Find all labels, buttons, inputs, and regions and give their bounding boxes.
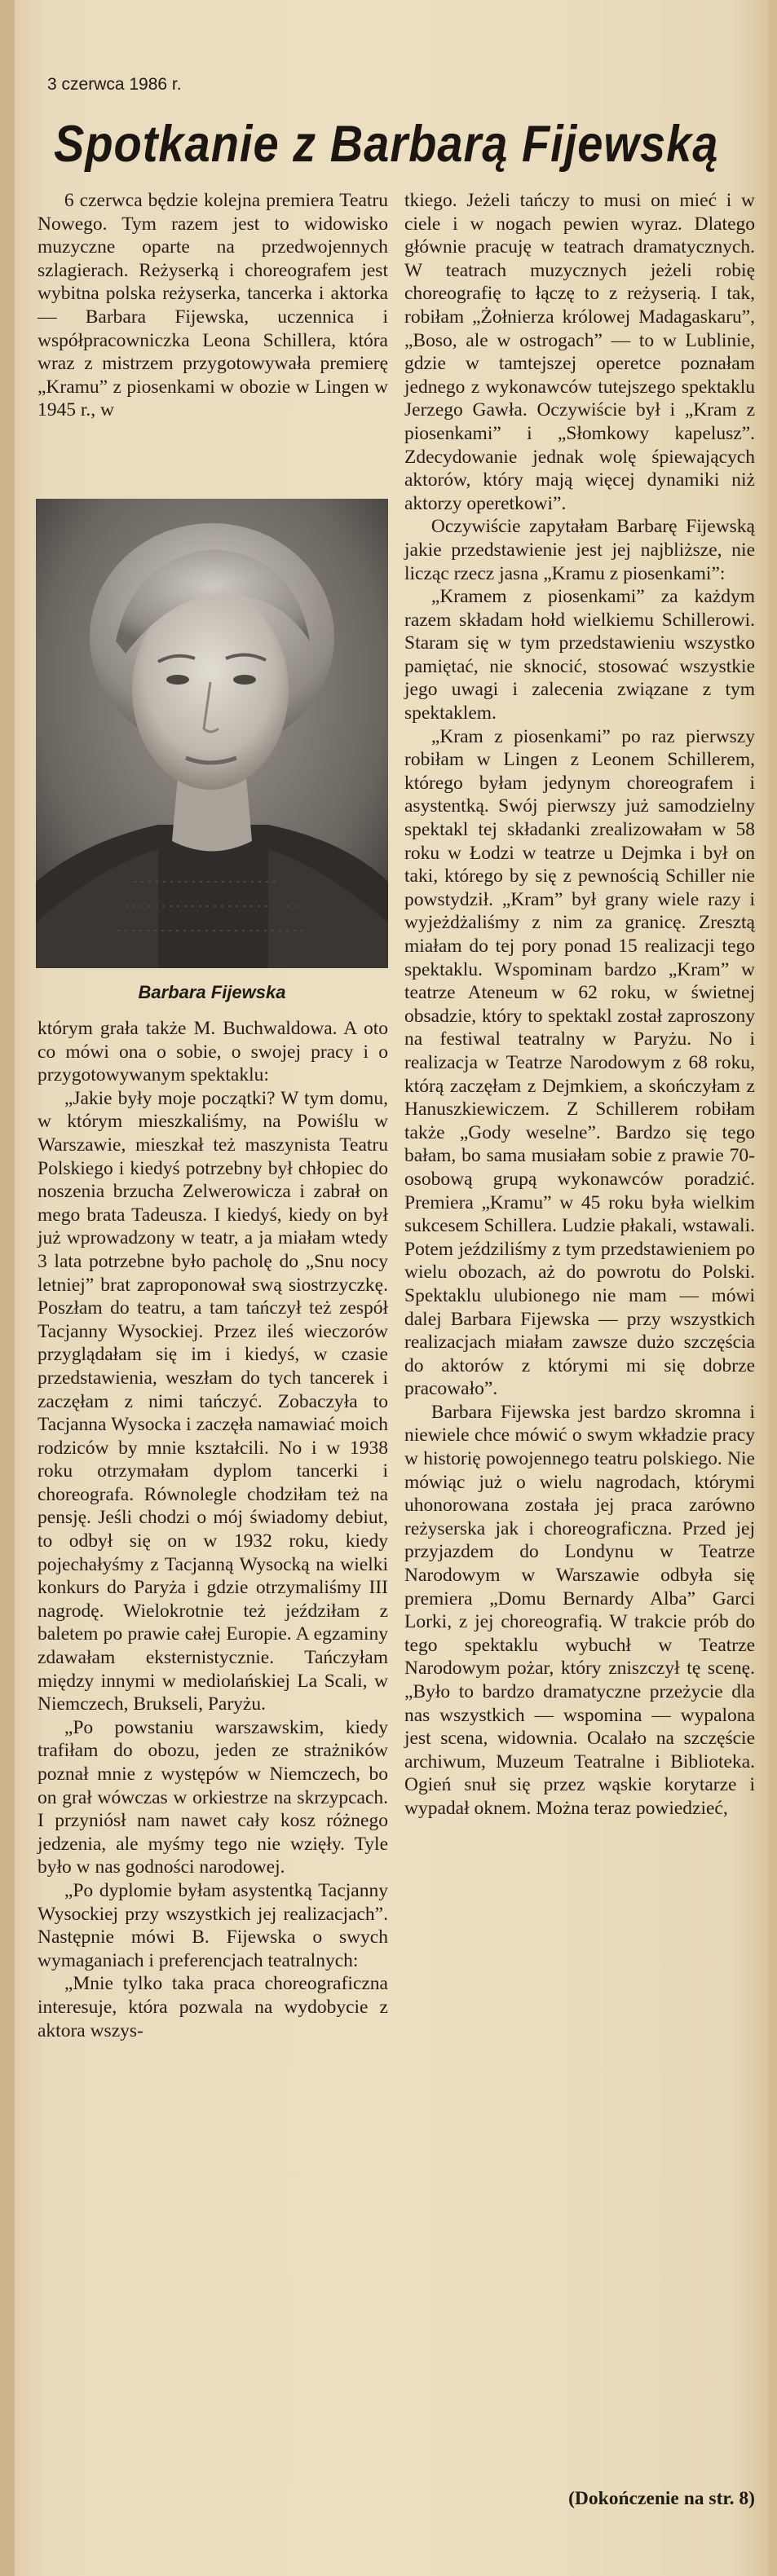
photo-caption: Barbara Fijewska <box>138 982 286 1002</box>
scan-edge-left <box>0 0 15 2576</box>
column-left-bottom <box>38 1017 388 2042</box>
quote-paragraph-1: „Jakie były moje początki? W tym domu, w którym mieszkaliśmy, na Powiślu w Warszawie, mieszkał też maszynista Teatru Polskiego i kiedyś potrzebny był chłopiec do noszenia brzucha Zelwerowicza i zabrał on mego brata Tadeusza. I kiedyś, kiedy on był już wprowadzony w teatr, a ja miałam wtedy 3 lata potrzebne było pacholę do „Snu nocy letniej” brat zaproponował swą siostrzyczkę. Poszłam do teatru, a tam tańczył też zespół Tacjanny Wysockiej. Przez ileś wieczorów przyglądałam się im i kiedyś, w czasie przedstawienia, weszłam do tych tancerek i zaczęłam z nimi tańczyć. Zobaczyła to Tacjanna Wysocka i zaczęła namawiać moich rodziców by mnie kształcili. No i w 1938 roku otrzymałam dyplom tancerki i choreografa. Równolegle chodziłam też na pensję. Jeśli chodzi o mój świadomy debiut, to odbył się on w 1932 roku, kiedy pojechałyśmy z Tacjanną Wysocką na wielki konkurs do Paryża i gdzie otrzymaliśmy III nagrodę. Wielokrotnie też jeździłam z baletem po prawie całej Europie. A egzaminy zdawałam eksternistycznie. Tańczyłam między innymi w mediolańskiej La Scali, w Niemczech, Brukseli, Paryżu. <box>38 1087 388 1715</box>
article-title: Spotkanie z Barbarą Fijewską <box>54 115 719 173</box>
portrait-image <box>36 499 388 968</box>
column-left-top <box>38 189 388 422</box>
quote-paragraph-4: „Mnie tylko taka praca choreograficzna interesuje, która pozwala na wydobycie z aktora wszys- <box>38 1973 388 2041</box>
issue-date: 3 czerwca 1986 r. <box>47 75 182 94</box>
right-paragraph-1: tkiego. Jeżeli tańczy to musi on mieć i w ciele i w nogach pewien wyraz. Dlatego głównie pracuję w teatrach dramatycznych. W teatrach muzycznych jeżeli robię choreografię to łączę to z reżyserią. I tak, robiłam „Żołnierza królowej Madagaskaru”, „Boso, ale w ostrogach” — to w Lublinie, gdzie w tamtejszej operetce poznałam jednego z wykonawców tutejszego spektaklu Jerzego Gawła. Oczywiście był i „Kram z piosenkami” i „Słomkowy kapelusz”. Zdecydowanie jednak wolę śpiewających aktorów, który mają więcej dynamiki niż aktorzy operetkowi”. <box>404 190 755 514</box>
lead-paragraph: którym grała także M. Buchwaldowa. A oto co mówi ona o sobie, o swojej pracy i o przygotowywanym spektaklu: <box>38 1018 388 1086</box>
quote-paragraph-3: „Po dyplomie byłam asystentką Tacjanny Wysockiej przy wszystkich jej realizacjach”. Następnie mówi B. Fijewska o swych wymaganiach i preferencjach teatralnych: <box>38 1879 388 1971</box>
column-right <box>404 189 755 1821</box>
right-paragraph-5: Barbara Fijewska jest bardzo skromna i niewiele chce mówić o swym wkładzie pracy w historię powojennego teatru polskiego. Nie mówiąc już o wielu nagrodach, którymi uhonorowana została jej praca zarówno reżyserska jak i choreograficzna. Przed jej przyjazdem do Londynu w Teatrze Narodowym w Warszawie odbyła się premiera „Domu Bernardy Alba” Garci Lorki, z jej choreografią. W trakcie prób do tego spektaklu wybuchł w Teatrze Narodowym pożar, który zniszczył tę scenę. „Było to bardzo dramatyczne przeżycie dla nas wszystkich — wspomina — wypalona jest scena, widownia. Ocalało na szczęście archiwum, Muzeum Teatralne i Biblioteka. Ogień snuł się przez wąskie korytarze i wypadał oknem. Można teraz powiedzieć, <box>404 1401 755 1819</box>
right-paragraph-2: Oczywiście zapytałam Barbarę Fijewską jakie przedstawienie jest jej najbliższe, nie licząc rzecz jasna „Kramu z piosenkami”: <box>404 516 755 584</box>
quote-paragraph-2: „Po powstaniu warszawskim, kiedy trafiłam do obozu, jeden ze strażników poznał mnie z występów w Niemczech, bo on grał wówczas w orkiestrze na skrzypcach. I przyniósł nam nawet cały kosz różnego jedzenia, ale myśmy tego nie wzięły. Tyle było w nas godności narodowej. <box>38 1716 388 1878</box>
scan-edge-right <box>769 0 777 2576</box>
right-paragraph-3: „Kramem z piosenkami” za każdym razem składam hołd wielkiemu Schillerowi. Staram się w tym przedstawieniu wszystko pamiętać, nie sknocić, stosować wszystkie jego uwagi i zalecenia związane z tym spektaklem. <box>404 586 755 724</box>
portrait-photo <box>36 499 388 968</box>
intro-paragraph: 6 czerwca będzie kolejna premiera Teatru Nowego. Tym razem jest to widowisko muzyczne oparte na przedwojennych szlagierach. Reżyserką i choreografem jest wybitna polska reżyserka, tancerka i aktorka — Barbara Fijewska, uczennica i współpracowniczka Leona Schillera, która wraz z mistrzem przygotowywała premierę „Kramu” z piosenkami w obozie w Lingen w 1945 r., w <box>38 190 388 421</box>
continuation-note: (Dokończenie na str. 8) <box>568 2488 755 2509</box>
right-paragraph-4: „Kram z piosenkami” po raz pierwszy robiłam w Lingen z Leonem Schillerem, którego byłam jedynym choreografem i asystentką. Swój pierwszy już samodzielny spektakl tej składanki zrealizowałam w 58 roku w Łodzi w teatrze u Dejmka i był on taki, którego by się z pewnością Schiller nie powstydził. „Kram” był grany wiele razy i wyjeżdżaliśmy z nim za granicę. Zresztą miałam do tej pory ponad 15 realizacji tego spektaklu. Wspominam bardzo „Kram” w teatrze Ateneum w 62 roku, w świetnej obsadzie, który to spektakl został zaproszony na festiwal teatralny w Paryżu. No i realizacja w Teatrze Narodowym z 68 roku, którą zaczęłam z Dejmkiem, a skończyłam z Hanuszkiewiczem. Z Schillerem robiłam także „Gody weselne”. Bardzo się tego bałam, bo sama musiałam sobie z prawie 70-osobową grupą wykonawców poradzić. Premiera „Kramu” w 45 roku była wielkim sukcesem Schillera. Ludzie płakali, wstawali. Potem jeździliśmy z tym przedstawieniem po wielu obozach, aż do powrotu do Polski. Spektaklu ulubionego nie mam — mówi dalej Barbara Fijewska — przy wszystkich realizacjach miałam zawsze dużo szczęścia do aktorów z którymi mi się dobrze pracowało”. <box>404 725 755 1400</box>
